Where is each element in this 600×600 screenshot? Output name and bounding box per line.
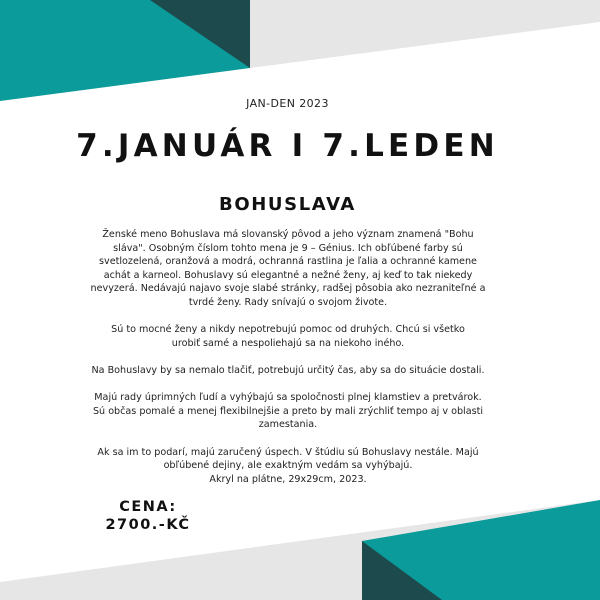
name-heading: BOHUSLAVA	[219, 194, 356, 215]
text-line: zamestania.	[258, 419, 318, 431]
text-line: obľúbené dejiny, ale exaktným vedám sa vyhýbajú.	[163, 460, 413, 472]
description	[78, 228, 498, 486]
price-label: CENA:	[119, 499, 177, 515]
paragraph	[78, 446, 498, 487]
paragraph	[78, 364, 498, 378]
price-value: 2700.-KČ	[105, 517, 191, 533]
text-line: urobiť samé a nespoliehajú sa na niekoho iného.	[171, 337, 405, 349]
text-line: Sú to mocné ženy a nikdy nepotrebujú pomoc od druhých. Chcú si všetko	[111, 324, 465, 336]
text-line: achát a karneol. Bohuslavy sú elegantné a nežné ženy, aj keď to tak niekedy	[103, 269, 473, 281]
text-line: Sú občas pomalé a menej flexibilnejšie a preto by mali zrýchliť tempo aj v oblasti	[92, 405, 484, 417]
text-line: Na Bohuslavy by sa nemalo tlačiť, potrebujú určitý čas, aby sa do situácie dostali.	[91, 364, 485, 376]
text-line: svetlozelená, oranžová a modrá, ochranná rastlina je ľalia a ochranné kamene	[99, 256, 477, 268]
text-line: sláva". Osobným číslom tohto mena je 9 – Génius. Ich obľúbené farby sú	[113, 242, 463, 254]
text-line: Ak sa im to podarí, majú zaručený úspech. V štúdiu sú Bohuslavy nestále. Majú	[97, 446, 479, 458]
text-line: nevyzerá. Nedávajú najavo svoje slabé stránky, radšej pôsobia ako nezraniteľné a	[90, 283, 486, 295]
series-label: JAN-DEN 2023	[246, 97, 329, 110]
page-title: 7.JANUÁR I 7.LEDEN	[76, 128, 499, 164]
paragraph	[78, 391, 498, 432]
text-line: Ženské meno Bohuslava má slovanský pôvod a jeho význam znamená "Bohu	[102, 229, 474, 240]
price-block	[98, 498, 198, 534]
paragraph	[78, 323, 498, 350]
text-line: Majú rady úprimných ľudí a vyhýbajú sa spoločnosti plnej klamstiev a pretvárok.	[94, 392, 482, 404]
text-line: tvrdé ženy. Rady snívajú o svojom živote.	[188, 296, 388, 308]
paragraph	[78, 228, 498, 310]
text-line: Akryl na plátne, 29x29cm, 2023.	[209, 473, 367, 485]
